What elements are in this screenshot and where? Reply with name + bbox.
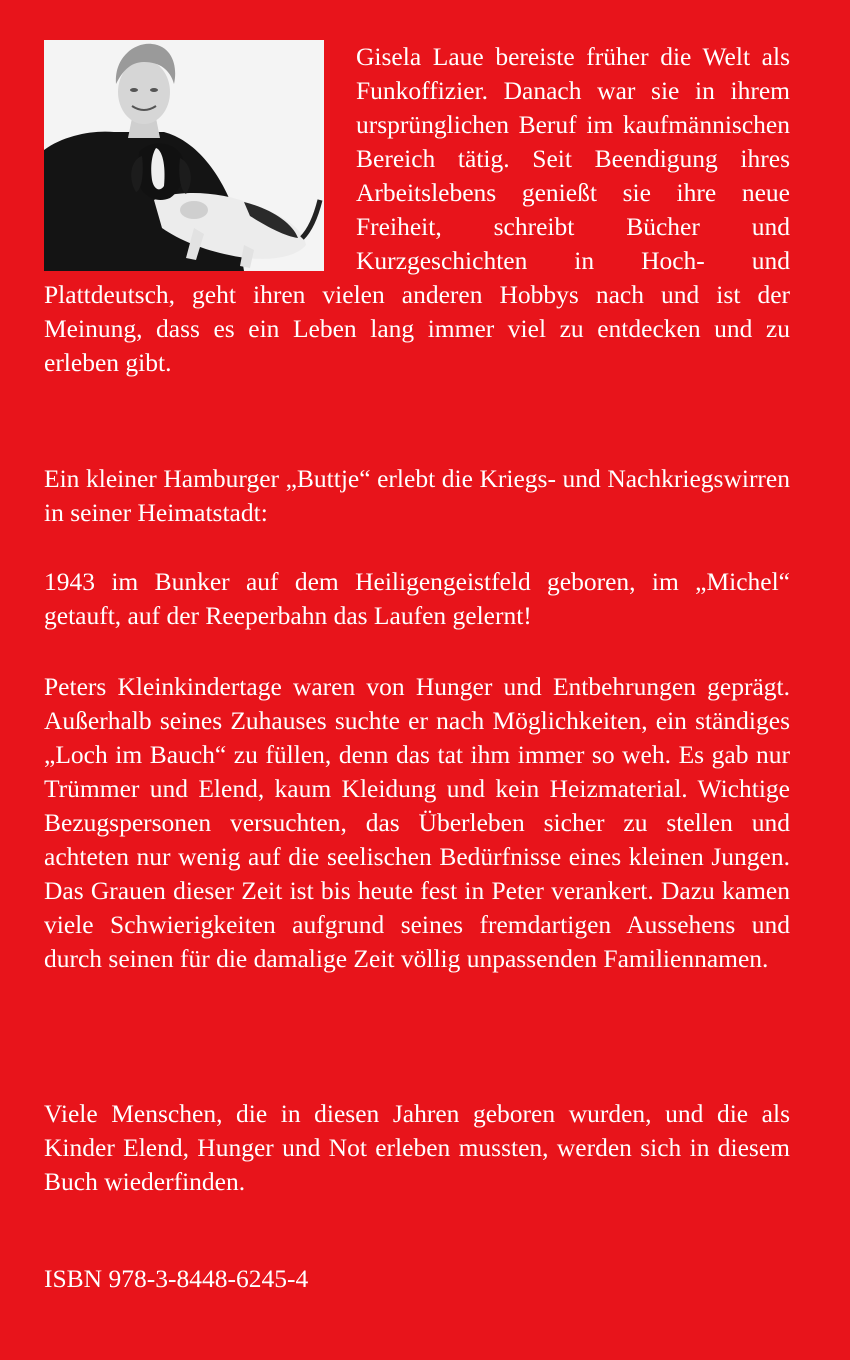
photo-spacer bbox=[44, 40, 324, 274]
blurb-paragraph-2: 1943 im Bunker auf dem Heiligengeistfeld geboren, im „Michel“ getauft, auf der Reeperbahn das Laufen gelernt! bbox=[44, 567, 790, 630]
author-bio: Gisela Laue bereiste früher die Welt als Funkoffizier. Danach war sie in ihrem ursprünglichen Beruf im kaufmännischen Bereich tätig. Seit Beendigung ihres Arbeitslebens genießt sie ihre neue Freiheit, schreibt Bücher und Kurzgeschichten in Hoch- und Plattdeutsch, geht ihren vielen anderen Hobbys nach und ist der Meinung, dass es ein Leben lang immer viel zu entdecken und zu erleben gibt. bbox=[44, 42, 790, 377]
blurb-paragraph-4: Viele Menschen, die in diesen Jahren geboren wurden, und die als Kinder Elend, Hunger und Not erleben mussten, werden sich in diesem Buch wiederfinden. bbox=[44, 1099, 790, 1196]
isbn: ISBN 978-3-8448-6245-4 bbox=[44, 1264, 309, 1293]
author-bio-block bbox=[44, 40, 790, 380]
blurb-paragraph-3: Peters Kleinkindertage waren von Hunger und Entbehrungen geprägt. Außerhalb seines Zuhauses suchte er nach Möglichkeiten, ein ständiges „Loch im Bauch“ zu füllen, denn das tat ihm immer so weh. Es gab nur Trümmer und Elend, kaum Kleidung und kein Heizmaterial. Wichtige Bezugspersonen versuchten, das Überleben sicher zu stellen und achteten nur wenig auf die seelischen Bedürfnisse eines kleinen Jungen. Das Grauen dieser Zeit ist bis heute fest in Peter verankert. Dazu kamen viele Schwierigkeiten aufgrund seines fremdartigen Aussehens und durch seinen für die damalige Zeit völlig unpassenden Familiennamen. bbox=[44, 672, 790, 973]
blurb-paragraph-1: Ein kleiner Hamburger „Buttje“ erlebt die Kriegs- und Nachkriegswirren in seiner Heimatstadt: bbox=[44, 464, 790, 527]
